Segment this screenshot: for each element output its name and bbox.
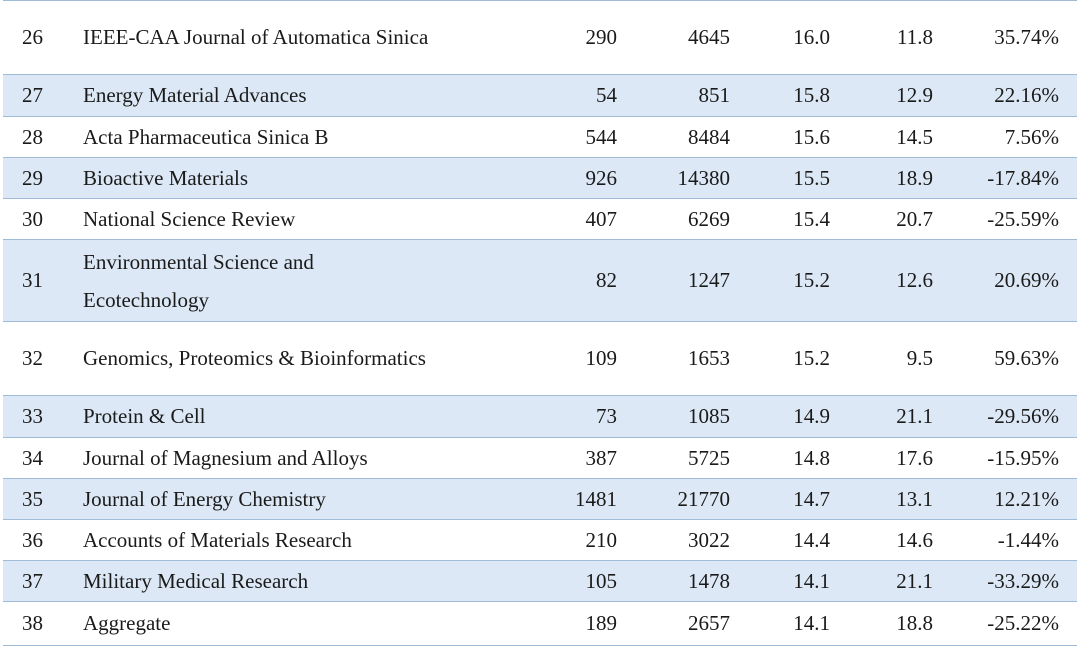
table-row	[3, 520, 1077, 561]
journal-name-cell: Acta Pharmaceutica Sinica B	[78, 117, 543, 158]
journal-ranking-table	[3, 0, 1077, 646]
journal-name-cell: Genomics, Proteomics & Bioinformatics	[78, 322, 543, 396]
impact-factor-cell: 14.4	[738, 520, 872, 561]
previous-impact-cell: 18.9	[872, 158, 937, 199]
journal-name-cell: Aggregate	[78, 602, 543, 646]
table-row	[3, 240, 1077, 322]
citations-cell: 1478	[627, 561, 738, 602]
impact-factor-cell: 15.5	[738, 158, 872, 199]
change-percent-cell: -17.84%	[937, 158, 1077, 199]
articles-cell: 387	[543, 438, 627, 479]
impact-factor-cell: 15.2	[738, 240, 872, 322]
journal-name-cell: Environmental Science and Ecotechnology	[78, 240, 543, 322]
previous-impact-cell: 13.1	[872, 479, 937, 520]
rank-cell: 36	[3, 520, 78, 561]
change-percent-cell: 59.63%	[937, 322, 1077, 396]
journal-name-cell: Journal of Energy Chemistry	[78, 479, 543, 520]
impact-factor-cell: 14.8	[738, 438, 872, 479]
change-percent-cell: -29.56%	[937, 396, 1077, 438]
change-percent-cell: 20.69%	[937, 240, 1077, 322]
rank-cell: 28	[3, 117, 78, 158]
impact-factor-cell: 14.1	[738, 561, 872, 602]
rank-cell: 33	[3, 396, 78, 438]
articles-cell: 105	[543, 561, 627, 602]
citations-cell: 4645	[627, 1, 738, 75]
previous-impact-cell: 12.6	[872, 240, 937, 322]
articles-cell: 926	[543, 158, 627, 199]
rank-cell: 38	[3, 602, 78, 646]
citations-cell: 1247	[627, 240, 738, 322]
previous-impact-cell: 21.1	[872, 396, 937, 438]
impact-factor-cell: 15.6	[738, 117, 872, 158]
citations-cell: 6269	[627, 199, 738, 240]
table-row	[3, 158, 1077, 199]
table-row	[3, 322, 1077, 396]
change-percent-cell: 35.74%	[937, 1, 1077, 75]
previous-impact-cell: 11.8	[872, 1, 937, 75]
rank-cell: 29	[3, 158, 78, 199]
table-row	[3, 479, 1077, 520]
impact-factor-cell: 14.7	[738, 479, 872, 520]
impact-factor-cell: 14.1	[738, 602, 872, 646]
previous-impact-cell: 9.5	[872, 322, 937, 396]
journal-name-cell: Bioactive Materials	[78, 158, 543, 199]
articles-cell: 189	[543, 602, 627, 646]
previous-impact-cell: 14.5	[872, 117, 937, 158]
rank-cell: 26	[3, 1, 78, 75]
change-percent-cell: 12.21%	[937, 479, 1077, 520]
citations-cell: 5725	[627, 438, 738, 479]
rank-cell: 35	[3, 479, 78, 520]
impact-factor-cell: 15.4	[738, 199, 872, 240]
citations-cell: 2657	[627, 602, 738, 646]
table-row	[3, 199, 1077, 240]
impact-factor-cell: 16.0	[738, 1, 872, 75]
previous-impact-cell: 20.7	[872, 199, 937, 240]
articles-cell: 544	[543, 117, 627, 158]
articles-cell: 73	[543, 396, 627, 438]
change-percent-cell: -25.59%	[937, 199, 1077, 240]
articles-cell: 54	[543, 75, 627, 117]
citations-cell: 3022	[627, 520, 738, 561]
change-percent-cell: -25.22%	[937, 602, 1077, 646]
previous-impact-cell: 14.6	[872, 520, 937, 561]
citations-cell: 851	[627, 75, 738, 117]
previous-impact-cell: 21.1	[872, 561, 937, 602]
articles-cell: 210	[543, 520, 627, 561]
citations-cell: 1085	[627, 396, 738, 438]
table-row	[3, 602, 1077, 646]
table-row	[3, 1, 1077, 75]
articles-cell: 109	[543, 322, 627, 396]
journal-name-cell: Accounts of Materials Research	[78, 520, 543, 561]
rank-cell: 32	[3, 322, 78, 396]
rank-cell: 37	[3, 561, 78, 602]
table-row	[3, 117, 1077, 158]
citations-cell: 1653	[627, 322, 738, 396]
citations-cell: 14380	[627, 158, 738, 199]
rank-cell: 34	[3, 438, 78, 479]
rank-cell: 30	[3, 199, 78, 240]
journal-name-cell: IEEE-CAA Journal of Automatica Sinica	[78, 1, 543, 75]
journal-name-cell: Journal of Magnesium and Alloys	[78, 438, 543, 479]
journal-name-cell: Energy Material Advances	[78, 75, 543, 117]
change-percent-cell: 22.16%	[937, 75, 1077, 117]
journal-name-cell: Military Medical Research	[78, 561, 543, 602]
citations-cell: 21770	[627, 479, 738, 520]
citations-cell: 8484	[627, 117, 738, 158]
previous-impact-cell: 12.9	[872, 75, 937, 117]
impact-factor-cell: 15.8	[738, 75, 872, 117]
table-row	[3, 561, 1077, 602]
impact-factor-cell: 14.9	[738, 396, 872, 438]
change-percent-cell: 7.56%	[937, 117, 1077, 158]
change-percent-cell: -33.29%	[937, 561, 1077, 602]
rank-cell: 27	[3, 75, 78, 117]
impact-factor-cell: 15.2	[738, 322, 872, 396]
table-row	[3, 396, 1077, 438]
journal-name-cell: National Science Review	[78, 199, 543, 240]
articles-cell: 290	[543, 1, 627, 75]
journal-name-cell: Protein & Cell	[78, 396, 543, 438]
table-row	[3, 75, 1077, 117]
table-row	[3, 438, 1077, 479]
articles-cell: 82	[543, 240, 627, 322]
rank-cell: 31	[3, 240, 78, 322]
articles-cell: 407	[543, 199, 627, 240]
change-percent-cell: -15.95%	[937, 438, 1077, 479]
change-percent-cell: -1.44%	[937, 520, 1077, 561]
previous-impact-cell: 18.8	[872, 602, 937, 646]
previous-impact-cell: 17.6	[872, 438, 937, 479]
articles-cell: 1481	[543, 479, 627, 520]
